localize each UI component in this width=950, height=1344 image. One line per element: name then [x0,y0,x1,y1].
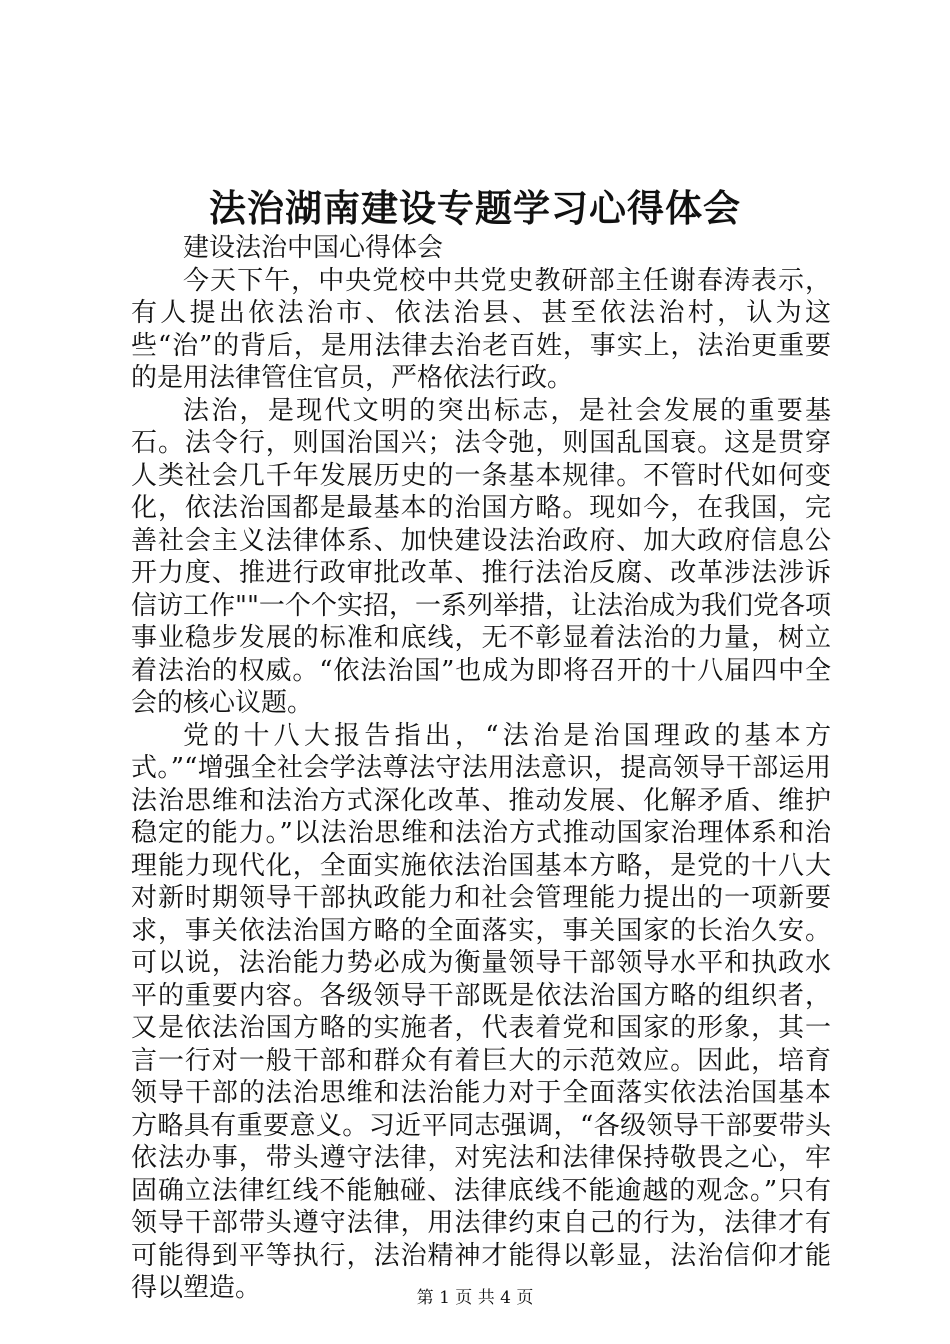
document-title: 法治湖南建设专题学习心得体会 [209,186,741,230]
paragraph: 法治，是现代文明的突出标志，是社会发展的重要基石。法令行，则国治国兴；法令弛，则国乱国衰。这是贯穿人类社会几千年发展历史的一条基本规律。不管时代如何变化，依法治国都是最基本的治国方略。现如今，在我国，完善社会主义法律体系、加快建设法治政府、加大政府信息公开力度、推进行政审批改革、推行法治反腐、改革涉法涉诉信访工作""一个个实招，一系列举措，让法治成为我们党各项事业稳步发展的标准和底线，无不彰显着法治的力量，树立着法治的权威。“依法治国”也成为即将召开的十八届四中全会的核心议题。 [131,395,831,718]
paragraph: 党的十八大报告指出，“法治是治国理政的基本方式。”“增强全社会学法尊法守法用法意识，提高领导干部运用法治思维和法治方式深化改革、推动发展、化解矛盾、维护稳定的能力。”以法治思维和法治方式推动国家治理体系和治理能力现代化，全面实施依法治国基本方略，是党的十八大对新时期领导干部执政能力和社会管理能力提出的一项新要求，事关依法治国方略的全面落实，事关国家的长治久安。可以说，法治能力势必成为衡量领导干部领导水平和执政水平的重要内容。各级领导干部既是依法治国方略的组织者，又是依法治国方略的实施者，代表着党和国家的形象，其一言一行对一般干部和群众有着巨大的示范效应。因此，培育领导干部的法治思维和法治能力对于全面落实依法治国基本方略具有重要意义。习近平同志强调，“各级领导干部要带头依法办事，带头遵守法律，对宪法和法律保持敬畏之心，牢固确立法律红线不能触碰、法律底线不能逾越的观念。”只有领导干部带头遵守法律，用法律约束自己的行为，法律才有可能得到平等执行，法治精神才能得以彰显，法治信仰才能得以塑造。 [131,720,831,1303]
paragraph: 今天下午，中央党校中共党史教研部主任谢春涛表示，有人提出依法治市、依法治县、甚至依法治村，认为这些“治”的背后，是用法律去治老百姓，事实上，法治更重要的是用法律管住官员，严格依法行政。 [131,265,831,393]
document-body [131,232,831,1305]
document-subtitle: 建设法治中国心得体会 [183,233,444,263]
page-number-footer: 第 1 页 共 4 页 [416,1288,534,1308]
